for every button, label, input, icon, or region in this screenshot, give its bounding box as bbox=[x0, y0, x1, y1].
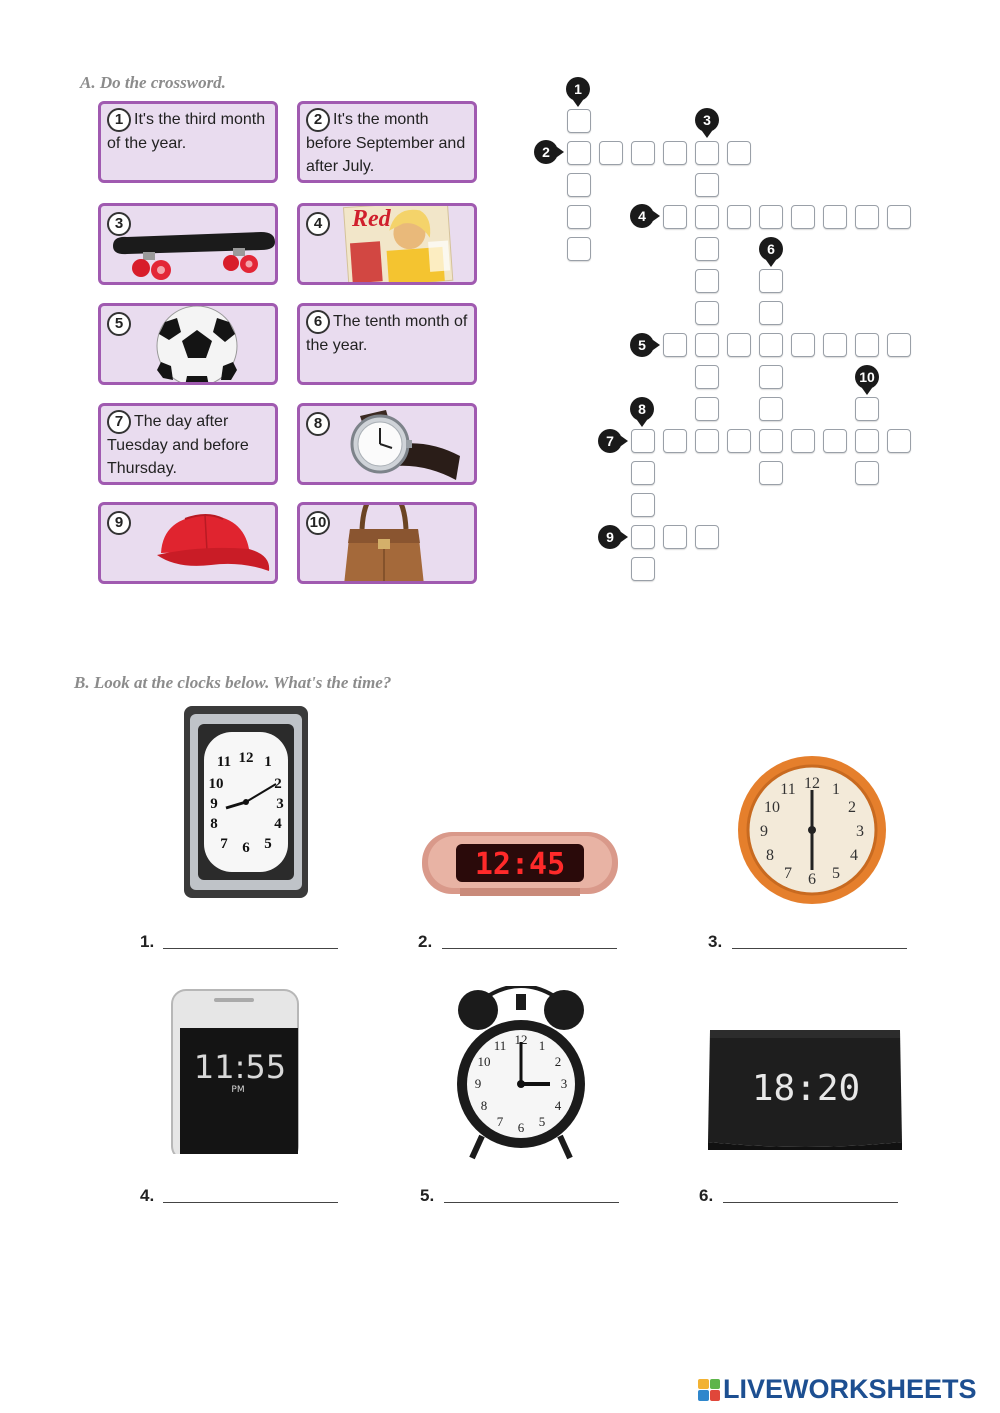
crossword-cell[interactable] bbox=[631, 141, 655, 165]
crossword-cell[interactable] bbox=[727, 429, 751, 453]
clue-number: 8 bbox=[306, 412, 330, 436]
crossword-grid bbox=[0, 0, 1000, 620]
svg-text:8: 8 bbox=[480, 1098, 488, 1113]
crossword-cell[interactable] bbox=[567, 173, 591, 197]
crossword-cell[interactable] bbox=[759, 301, 783, 325]
crossword-marker-7: 7 bbox=[598, 429, 622, 453]
clue-number: 3 bbox=[107, 212, 131, 236]
crossword-cell[interactable] bbox=[631, 461, 655, 485]
svg-text:5: 5 bbox=[264, 836, 272, 852]
crossword-cell[interactable] bbox=[759, 461, 783, 485]
crossword-cell[interactable] bbox=[599, 141, 623, 165]
clue-number: 5 bbox=[107, 312, 131, 336]
crossword-cell[interactable] bbox=[631, 493, 655, 517]
clue-number: 1 bbox=[107, 108, 131, 132]
svg-text:1: 1 bbox=[832, 781, 840, 798]
crossword-cell[interactable] bbox=[823, 333, 847, 357]
phone-time: 11:55 bbox=[193, 1048, 287, 1086]
svg-text:10: 10 bbox=[208, 776, 224, 792]
answer-line-1[interactable] bbox=[163, 948, 338, 949]
crossword-marker-6: 6 bbox=[759, 237, 783, 261]
liveworksheets-logo bbox=[698, 1374, 977, 1405]
answer-number: 3. bbox=[708, 932, 723, 951]
svg-text:6: 6 bbox=[517, 1120, 525, 1135]
answer-number: 1. bbox=[140, 932, 155, 951]
clue-text: It's the third month of the year. bbox=[107, 111, 266, 152]
crossword-cell[interactable] bbox=[791, 429, 815, 453]
svg-text:1: 1 bbox=[538, 1038, 546, 1053]
crossword-cell[interactable] bbox=[663, 141, 687, 165]
section-a-heading: A. Do the crossword. bbox=[80, 73, 226, 92]
clue-text: The day after Tuesday and before Thursday. bbox=[107, 413, 249, 477]
digital-display: 12:45 bbox=[474, 847, 566, 882]
crossword-cell[interactable] bbox=[695, 269, 719, 293]
crossword-cell[interactable] bbox=[855, 205, 879, 229]
crossword-cell[interactable] bbox=[631, 525, 655, 549]
answer-line-3[interactable] bbox=[732, 948, 907, 949]
crossword-cell[interactable] bbox=[567, 205, 591, 229]
crossword-cell[interactable] bbox=[759, 269, 783, 293]
crossword-cell[interactable] bbox=[567, 109, 591, 133]
crossword-cell[interactable] bbox=[855, 429, 879, 453]
crossword-cell[interactable] bbox=[695, 429, 719, 453]
crossword-cell[interactable] bbox=[887, 429, 911, 453]
crossword-marker-2: 2 bbox=[534, 140, 558, 164]
clue-number: 7 bbox=[107, 410, 131, 434]
crossword-cell[interactable] bbox=[663, 429, 687, 453]
clock-6-led-icon bbox=[706, 1026, 904, 1152]
svg-text:2: 2 bbox=[848, 799, 856, 816]
crossword-cell[interactable] bbox=[823, 429, 847, 453]
crossword-cell[interactable] bbox=[695, 397, 719, 421]
svg-text:11: 11 bbox=[780, 781, 796, 798]
crossword-marker-8: 8 bbox=[630, 397, 654, 421]
svg-text:10: 10 bbox=[764, 799, 780, 816]
svg-text:8: 8 bbox=[766, 847, 774, 864]
svg-text:7: 7 bbox=[220, 836, 228, 852]
crossword-cell[interactable] bbox=[695, 173, 719, 197]
logo-text: LIVEWORKSHEETS bbox=[723, 1374, 977, 1404]
clue-number: 2 bbox=[306, 108, 330, 132]
crossword-cell[interactable] bbox=[663, 205, 687, 229]
svg-text:6: 6 bbox=[808, 871, 816, 888]
svg-text:8: 8 bbox=[210, 816, 218, 832]
phone-ampm: PM bbox=[231, 1085, 245, 1095]
crossword-cell[interactable] bbox=[695, 365, 719, 389]
svg-text:6: 6 bbox=[242, 840, 250, 856]
crossword-cell[interactable] bbox=[887, 205, 911, 229]
clue-number: 6 bbox=[306, 310, 330, 334]
svg-text:4: 4 bbox=[554, 1098, 562, 1113]
crossword-cell[interactable] bbox=[663, 333, 687, 357]
crossword-cell[interactable] bbox=[791, 333, 815, 357]
crossword-cell[interactable] bbox=[727, 333, 751, 357]
svg-text:12: 12 bbox=[238, 750, 254, 766]
crossword-cell[interactable] bbox=[855, 461, 879, 485]
svg-text:2: 2 bbox=[274, 776, 282, 792]
answer-line-5[interactable] bbox=[444, 1202, 619, 1203]
crossword-cell[interactable] bbox=[727, 205, 751, 229]
crossword-cell[interactable] bbox=[823, 205, 847, 229]
crossword-cell[interactable] bbox=[855, 397, 879, 421]
clock-5-alarm-icon bbox=[454, 986, 588, 1162]
crossword-cell[interactable] bbox=[759, 205, 783, 229]
crossword-marker-4: 4 bbox=[630, 204, 654, 228]
crossword-cell[interactable] bbox=[695, 141, 719, 165]
svg-text:12: 12 bbox=[514, 1032, 528, 1047]
led-display: 18:20 bbox=[751, 1068, 861, 1109]
clue-number: 9 bbox=[107, 511, 131, 535]
svg-text:7: 7 bbox=[784, 865, 792, 882]
answer-line-6[interactable] bbox=[723, 1202, 898, 1203]
clue-text: It's the month before September and after July. bbox=[306, 111, 466, 175]
crossword-cell[interactable] bbox=[695, 237, 719, 261]
crossword-cell[interactable] bbox=[791, 205, 815, 229]
crossword-cell[interactable] bbox=[695, 525, 719, 549]
crossword-cell[interactable] bbox=[759, 333, 783, 357]
crossword-cell[interactable] bbox=[695, 205, 719, 229]
answer-line-4[interactable] bbox=[163, 1202, 338, 1203]
crossword-cell[interactable] bbox=[759, 429, 783, 453]
crossword-marker-10: 10 bbox=[855, 365, 879, 389]
clue-number: 10 bbox=[306, 511, 330, 535]
crossword-cell[interactable] bbox=[631, 557, 655, 581]
clue-number: 4 bbox=[306, 212, 330, 236]
section-b-heading: B. Look at the clocks below. What's the time? bbox=[74, 673, 392, 692]
crossword-cell[interactable] bbox=[759, 365, 783, 389]
svg-text:5: 5 bbox=[538, 1114, 546, 1129]
crossword-cell[interactable] bbox=[727, 141, 751, 165]
svg-text:5: 5 bbox=[832, 865, 840, 882]
crossword-cell[interactable] bbox=[695, 301, 719, 325]
svg-text:3: 3 bbox=[856, 823, 864, 840]
clock-3-wall-icon bbox=[736, 754, 888, 906]
answer-number: 5. bbox=[420, 1186, 435, 1205]
crossword-marker-3: 3 bbox=[695, 108, 719, 132]
crossword-cell[interactable] bbox=[631, 429, 655, 453]
crossword-marker-5: 5 bbox=[630, 333, 654, 357]
crossword-cell[interactable] bbox=[695, 333, 719, 357]
magazine-title: Red bbox=[352, 206, 391, 232]
svg-text:9: 9 bbox=[210, 796, 218, 812]
svg-text:11: 11 bbox=[493, 1038, 507, 1053]
crossword-cell[interactable] bbox=[887, 333, 911, 357]
crossword-cell[interactable] bbox=[567, 237, 591, 261]
crossword-cell[interactable] bbox=[759, 397, 783, 421]
clock-1-analog-icon bbox=[182, 704, 310, 900]
svg-text:4: 4 bbox=[850, 847, 858, 864]
svg-text:10: 10 bbox=[477, 1054, 491, 1069]
svg-text:1: 1 bbox=[264, 754, 272, 770]
crossword-marker-9: 9 bbox=[598, 525, 622, 549]
answer-number: 4. bbox=[140, 1186, 155, 1205]
svg-text:12: 12 bbox=[804, 775, 820, 792]
svg-text:9: 9 bbox=[474, 1076, 482, 1091]
svg-text:2: 2 bbox=[554, 1054, 562, 1069]
crossword-cell[interactable] bbox=[567, 141, 591, 165]
svg-text:7: 7 bbox=[496, 1114, 504, 1129]
crossword-marker-1: 1 bbox=[566, 77, 590, 101]
svg-text:3: 3 bbox=[560, 1076, 568, 1091]
svg-text:11: 11 bbox=[216, 754, 232, 770]
crossword-cell[interactable] bbox=[663, 525, 687, 549]
logo-mark-icon bbox=[698, 1379, 720, 1401]
answer-line-2[interactable] bbox=[442, 948, 617, 949]
svg-text:4: 4 bbox=[274, 816, 282, 832]
svg-text:3: 3 bbox=[276, 796, 284, 812]
clue-text: The tenth month of the year. bbox=[306, 313, 468, 354]
clock-2-digital-icon bbox=[420, 826, 620, 902]
answer-number: 2. bbox=[418, 932, 433, 951]
clock-4-phone-icon bbox=[170, 988, 300, 1154]
svg-text:9: 9 bbox=[760, 823, 768, 840]
crossword-cell[interactable] bbox=[855, 333, 879, 357]
answer-number: 6. bbox=[699, 1186, 714, 1205]
